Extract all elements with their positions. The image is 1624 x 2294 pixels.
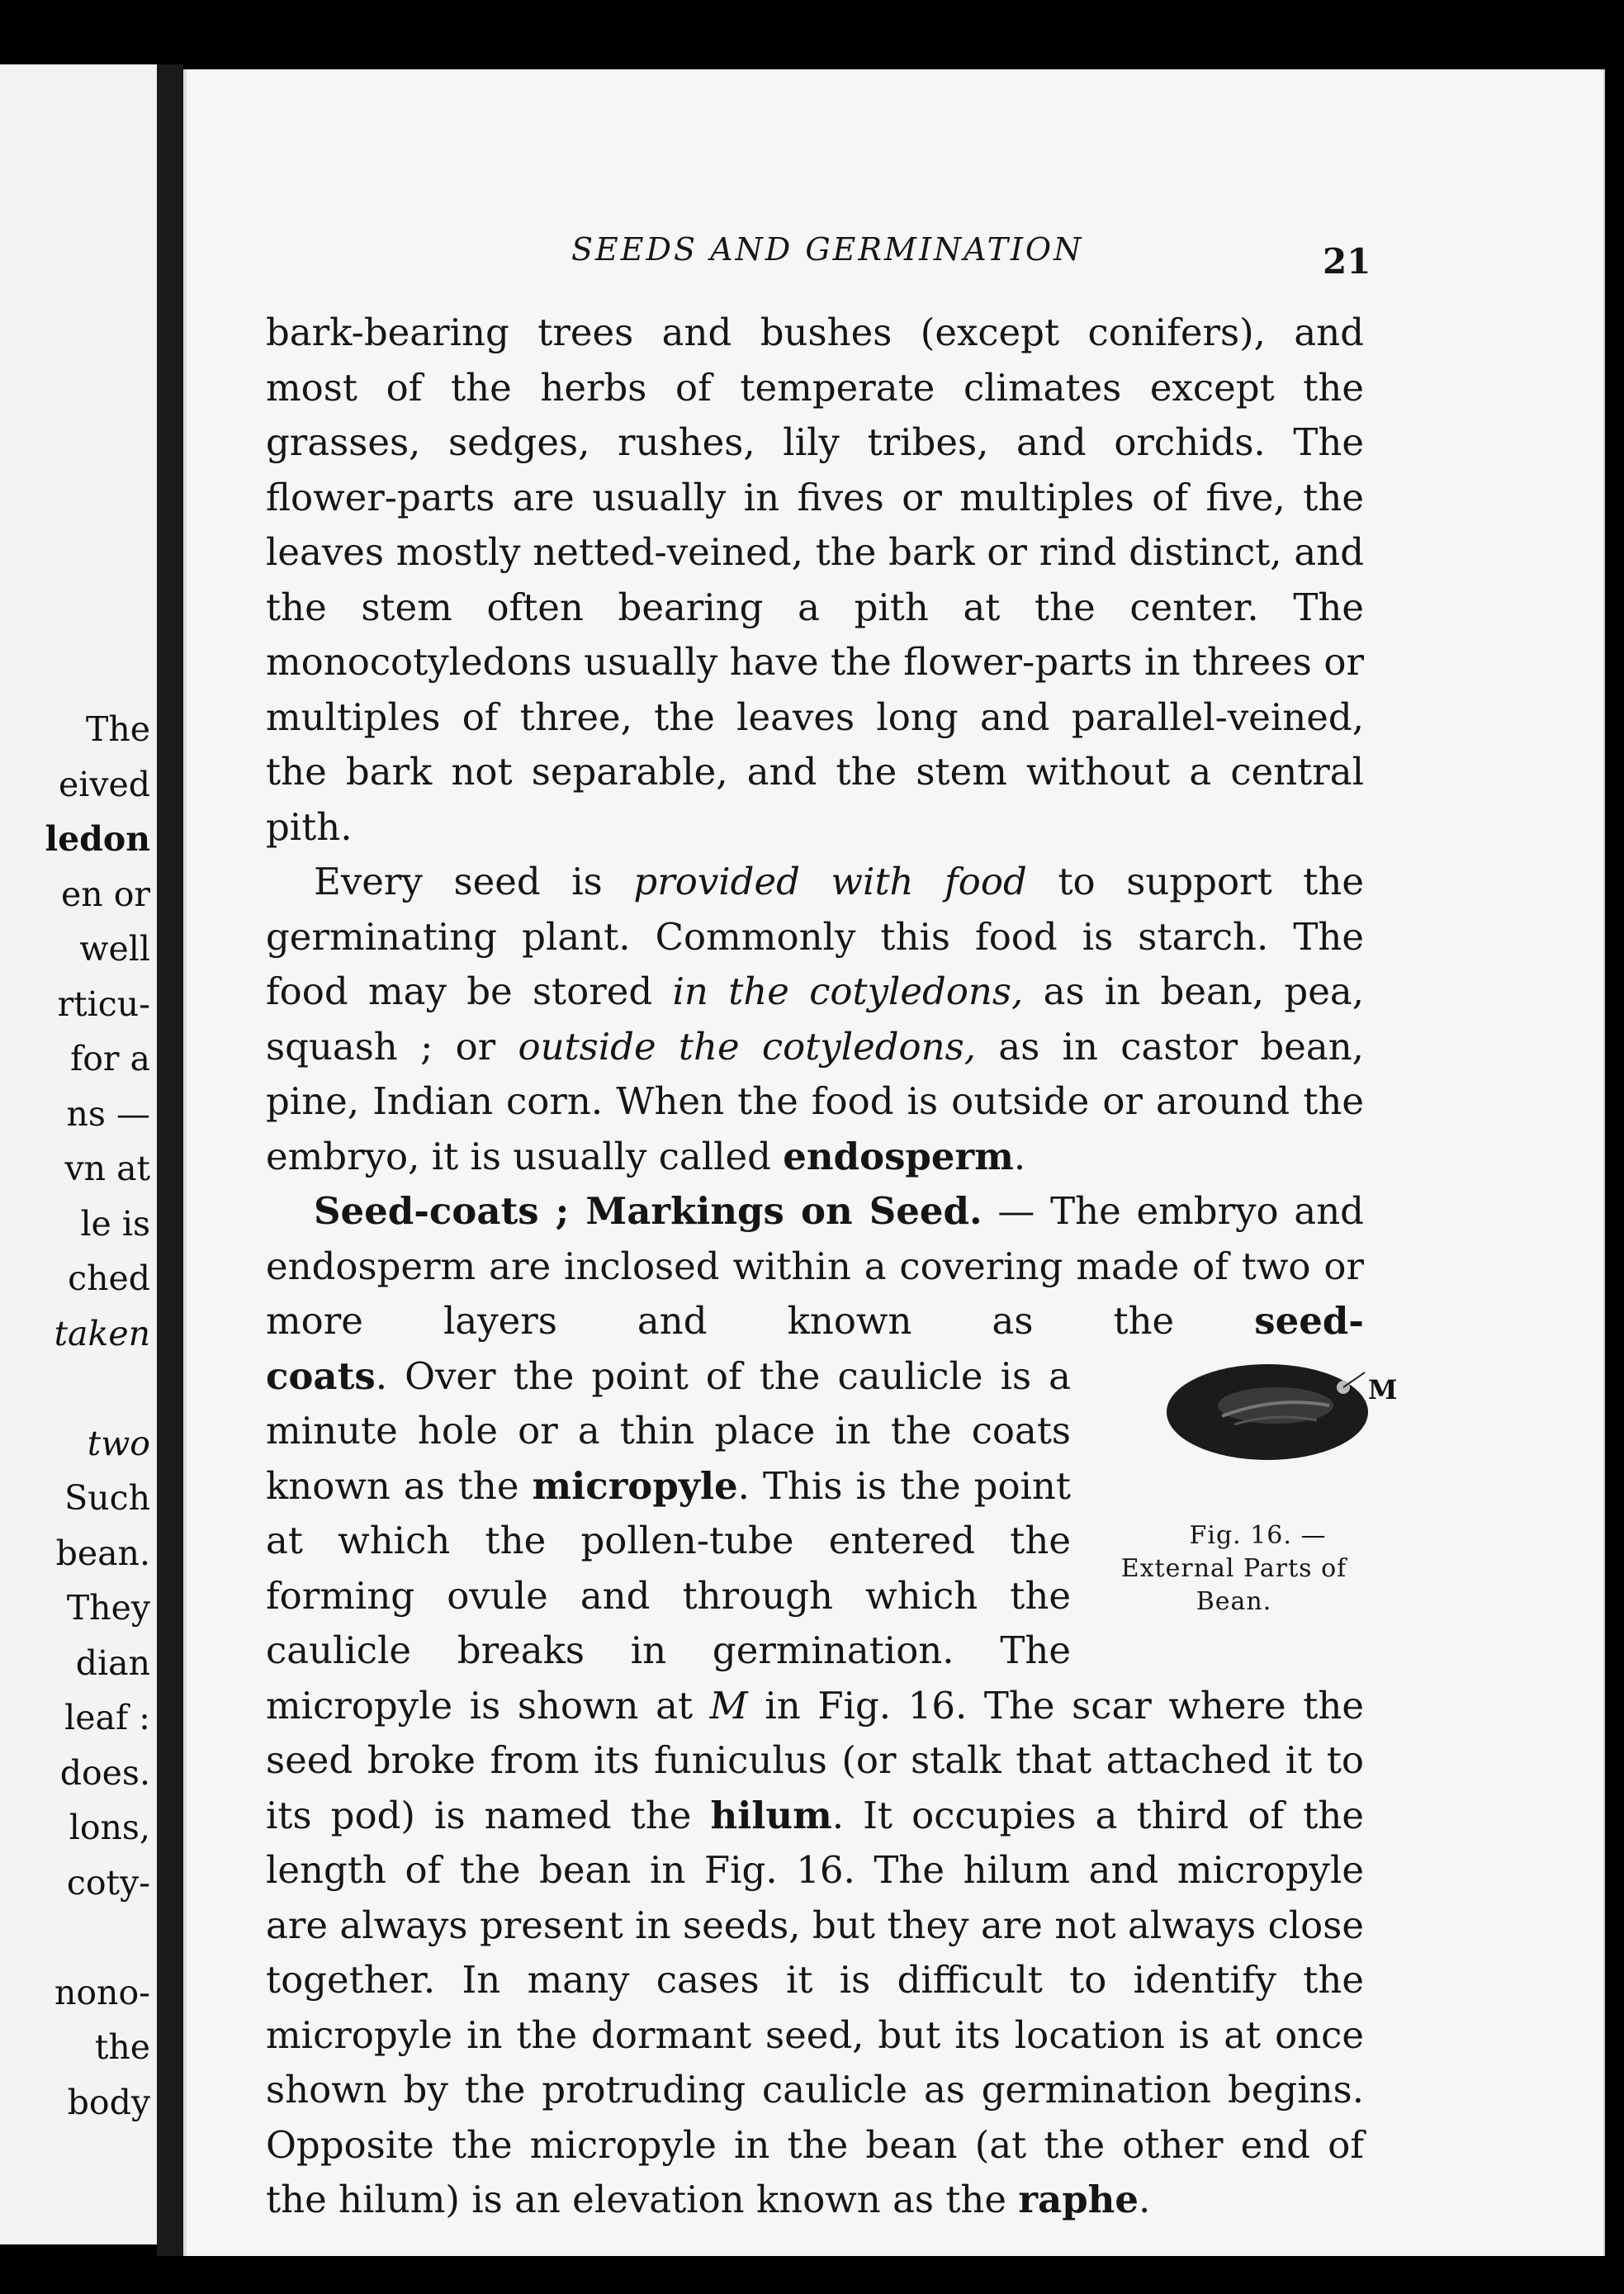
page-number: 21 — [1323, 241, 1371, 282]
italic-text: provided with food — [633, 860, 1027, 903]
left-page-line: ns — — [66, 1093, 150, 1134]
text-run: as in bean, pea, squash ; or — [266, 969, 1364, 1069]
body-text — [266, 306, 1398, 2228]
left-page-line: body — [67, 2082, 150, 2122]
book-gutter — [157, 64, 183, 2256]
text-run: to support the germinating plant. Commonly this food is starch. The food may be stored — [266, 860, 1364, 1013]
left-page-line: for a — [70, 1039, 150, 1078]
left-page-line: Such — [64, 1478, 150, 1518]
micropyle-label: M — [1368, 1373, 1398, 1405]
text-run: in Fig. 16. The scar where the seed broke from its funiculus (or stalk that attached it to its pod) is named the — [266, 1683, 1364, 1837]
paragraph: bark-bearing trees and bushes (except conifers), and most of the herbs of temperate climates except the grasses, sedges, rushes, lily tribes, and orchids. The flower-parts are usually in fives or multiples of five, the leaves mostly netted-veined, the bark or rind distinct, and the stem often bearing a pith at the center. The monocotyledons usually have the flower-parts in threes or multiples of three, the leaves long and parallel-veined, the bark not separable, and the stem without a central pith. — [266, 310, 1364, 849]
text-run: . — [1013, 1134, 1026, 1178]
text-run: as in castor bean, pine, Indian corn. When the food is outside or around the embryo, it is usually called — [266, 1024, 1364, 1178]
text-run: — The embryo and endosperm are inclosed within a covering made of two or more layers and known as the — [266, 1189, 1364, 1343]
left-page-line: taken — [54, 1313, 150, 1353]
left-page-line: well — [79, 929, 150, 969]
left-page-line: lons, — [69, 1808, 150, 1847]
paragraph — [266, 1184, 1398, 2228]
figure-caption: Fig. 16. — External Parts of Bean. — [1120, 1520, 1347, 1616]
left-page-line: bean. — [55, 1533, 150, 1573]
text-run: . This is the point at which the pollen-tube entered the forming ovule and through which the caulicle breaks in germination. The micropyle is shown at — [266, 1463, 1072, 1728]
left-page-line: coty- — [66, 1862, 150, 1903]
text-run: Every seed is — [314, 860, 634, 903]
italic-text: outside the cotyledons, — [518, 1024, 977, 1069]
left-page-line: rticu- — [57, 983, 150, 1024]
page-header — [183, 69, 1605, 282]
book-page — [183, 69, 1605, 2256]
paragraph — [266, 855, 1364, 1184]
left-page-line: en or — [61, 874, 150, 914]
bold-term: hilum — [710, 1793, 832, 1837]
left-page-line: le is — [80, 1203, 150, 1244]
left-page-line: ledon — [45, 819, 150, 859]
left-page-line: the — [94, 2027, 150, 2067]
figure-16 — [1104, 1354, 1398, 1647]
left-page-line: nono- — [54, 1972, 150, 2012]
left-page-line: dian — [75, 1642, 150, 1683]
bean-illustration — [1104, 1354, 1398, 1519]
left-page-line: The — [85, 709, 150, 749]
bold-term: seed-coats — [266, 1299, 1364, 1398]
section-heading: Seed-coats ; Markings on Seed. — [314, 1189, 982, 1233]
text-run: . Over the point of the caulicle is a minute hole or a thin place in the coats known as the — [266, 1353, 1071, 1508]
bold-term: endosperm — [783, 1134, 1014, 1178]
left-page-line: ched — [68, 1258, 150, 1298]
running-title: SEEDS AND GERMINATION — [571, 231, 1084, 268]
italic-text: M — [709, 1683, 748, 1728]
left-page-line: vn at — [64, 1149, 150, 1188]
bold-term: micropyle — [532, 1463, 738, 1508]
left-page-line: leaf : — [64, 1698, 150, 1737]
left-page-fragment — [0, 64, 157, 2244]
left-page-line: eived — [58, 764, 150, 804]
text-run: . It occupies a third of the length of the bean in Fig. 16. The hilum and micropyle are always present in seeds, but they are not always close together. In many cases it is difficult to identify the micropyle in the dormant seed, but its location is at once shown by the protruding caulicle as germination begins. Opposite the micropyle in the bean (at the other end of the hilum) is an elevation known as the — [266, 1793, 1364, 2221]
left-page-line: They — [66, 1588, 150, 1628]
bold-term: raphe — [1018, 2178, 1139, 2221]
left-page-line: two — [87, 1423, 150, 1463]
left-page-line: does. — [59, 1752, 150, 1793]
italic-text: in the cotyledons, — [672, 969, 1024, 1013]
text-run: . — [1139, 2178, 1151, 2221]
